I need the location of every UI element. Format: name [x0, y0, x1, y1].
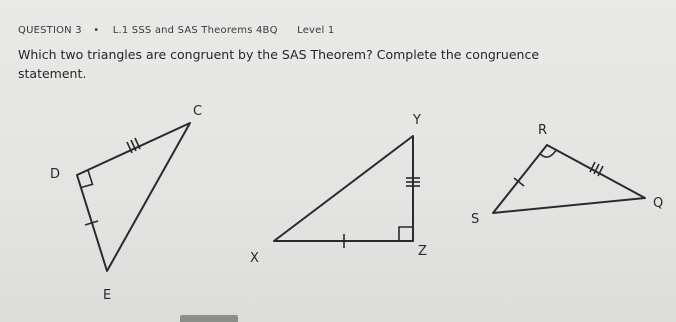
answer-input-edge[interactable]	[180, 315, 238, 322]
vertex-label-y: Y	[413, 113, 421, 128]
question-line-1: Which two triangles are congruent by the SAS Theorem? Complete the congruence	[18, 47, 540, 62]
topic-label: L.1 SSS and SAS Theorems 4BQ	[112, 25, 278, 36]
right-angle-mark-z	[399, 227, 413, 241]
vertex-label-r: R	[538, 123, 548, 138]
question-line-2: statement.	[18, 66, 87, 81]
triangle-xyz-outline	[274, 136, 413, 241]
vertex-label-d: D	[50, 167, 61, 182]
triangle-rsq	[471, 123, 663, 227]
header-separator: •	[93, 25, 100, 36]
triangle-xyz	[250, 113, 427, 266]
vertex-label-c: C	[193, 104, 203, 119]
vertex-label-e: E	[103, 288, 112, 303]
vertex-label-s: S	[471, 212, 480, 227]
vertex-label-x: X	[250, 251, 259, 266]
vertex-label-q: Q	[653, 196, 664, 211]
triangle-cde	[50, 104, 202, 303]
question-number: QUESTION 3	[18, 25, 82, 36]
level-label: Level 1	[297, 25, 335, 36]
vertex-label-z: Z	[418, 244, 427, 259]
